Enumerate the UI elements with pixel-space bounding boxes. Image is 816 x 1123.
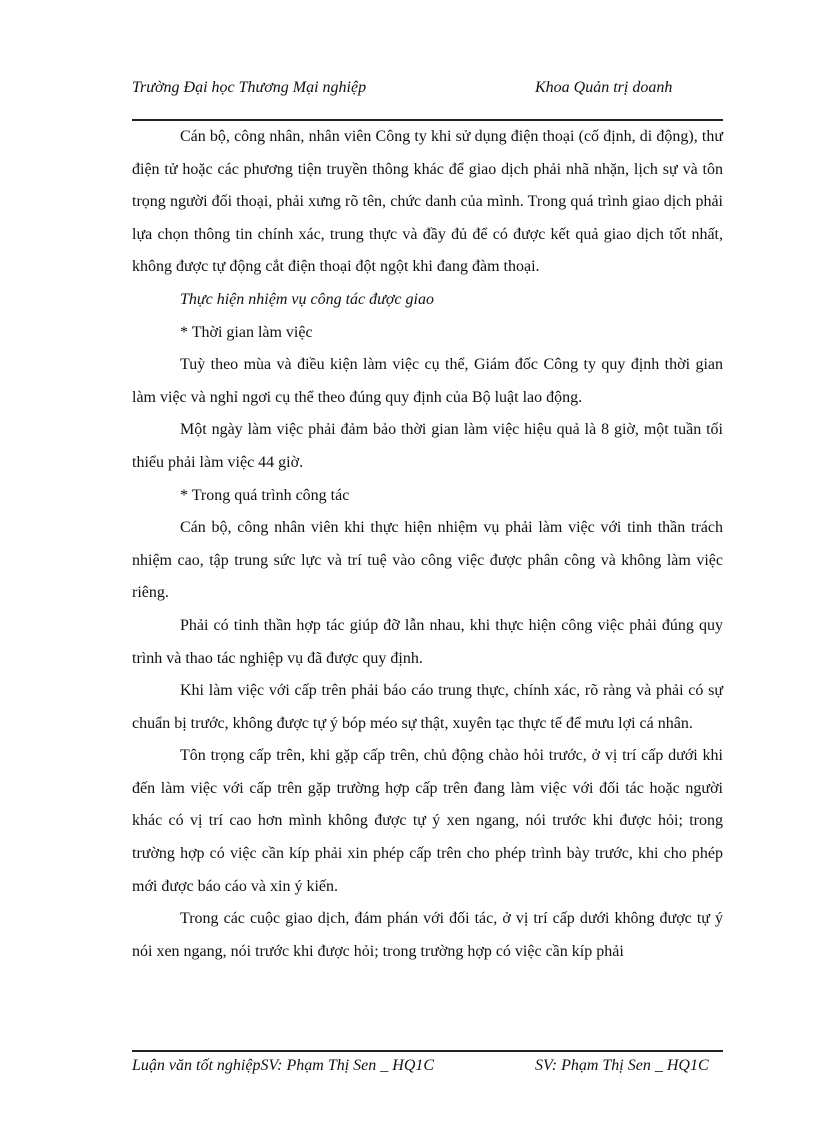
document-body bbox=[132, 121, 723, 968]
footer-author: SV: Phạm Thị Sen _ HQ1C bbox=[535, 1057, 709, 1074]
paragraph: Tuỳ theo mùa và điều kiện làm việc cụ thể, Giám đốc Công ty quy định thời gian làm việc và nghỉ ngơi cụ thể theo đúng quy định của Bộ luật lao động. bbox=[132, 356, 723, 406]
footer-divider bbox=[132, 1050, 723, 1052]
paragraph: Khi làm việc với cấp trên phải báo cáo trung thực, chính xác, rõ ràng và phải có sự chuẩn bị trước, không được tự ý bóp méo sự thật, xuyên tạc thực tế để mưu lợi cá nhân. bbox=[132, 682, 723, 732]
subheading: * Trong quá trình công tác bbox=[180, 486, 350, 504]
footer-thesis-label: Luận văn tốt nghiệpSV: Phạm Thị Sen _ HQ1C bbox=[132, 1057, 435, 1074]
header-school-name: Trường Đại học Thương Mại nghiệp bbox=[132, 79, 367, 96]
subheading: * Thời gian làm việc bbox=[180, 323, 313, 341]
paragraph: Tôn trọng cấp trên, khi gặp cấp trên, chủ động chào hỏi trước, ở vị trí cấp dưới khi đến làm việc với cấp trên gặp trường hợp cấp trên đang làm việc với đối tác hoặc người khác có vị trí cao hơn mình không được tự ý xen ngang, nói trước khi được hỏi; trong trường hợp có việc cần kíp phải xin phép cấp trên cho phép trình bày trước, khi cho phép mới được báo cáo và xin ý kiến. bbox=[132, 747, 723, 895]
paragraph: Trong các cuộc giao dịch, đám phán với đối tác, ở vị trí cấp dưới không được tự ý nói xen ngang, nói trước khi được hỏi; trong trường hợp có việc cần kíp phải bbox=[132, 910, 723, 960]
header-faculty-name: Khoa Quản trị doanh bbox=[535, 79, 673, 96]
paragraph: Một ngày làm việc phải đảm bảo thời gian làm việc hiệu quả là 8 giờ, một tuần tối thiểu phải làm việc 44 giờ. bbox=[132, 421, 723, 471]
paragraph: Cán bộ, công nhân viên khi thực hiện nhiệm vụ phải làm việc với tinh thần trách nhiệm cao, tập trung sức lực và trí tuệ vào công việc được phân công và không làm việc riêng. bbox=[132, 519, 723, 602]
section-heading: Thực hiện nhiệm vụ công tác được giao bbox=[180, 290, 434, 308]
paragraph: Cán bộ, công nhân, nhân viên Công ty khi sử dụng điện thoại (cố định, di động), thư điện tử hoặc các phương tiện truyền thông khác để giao dịch phải nhã nhặn, lịch sự và tôn trọng người đối thoại, phải xưng rõ tên, chức danh của mình. Trong quá trình giao dịch phải lựa chọn thông tin chính xác, trung thực và đầy đủ để có được kết quả giao dịch tốt nhất, không được tự động cắt điện thoại đột ngột khi đang đàm thoại. bbox=[132, 128, 723, 276]
paragraph: Phải có tinh thần hợp tác giúp đỡ lẫn nhau, khi thực hiện công việc phải đúng quy trình và thao tác nghiệp vụ đã được quy định. bbox=[132, 616, 723, 667]
